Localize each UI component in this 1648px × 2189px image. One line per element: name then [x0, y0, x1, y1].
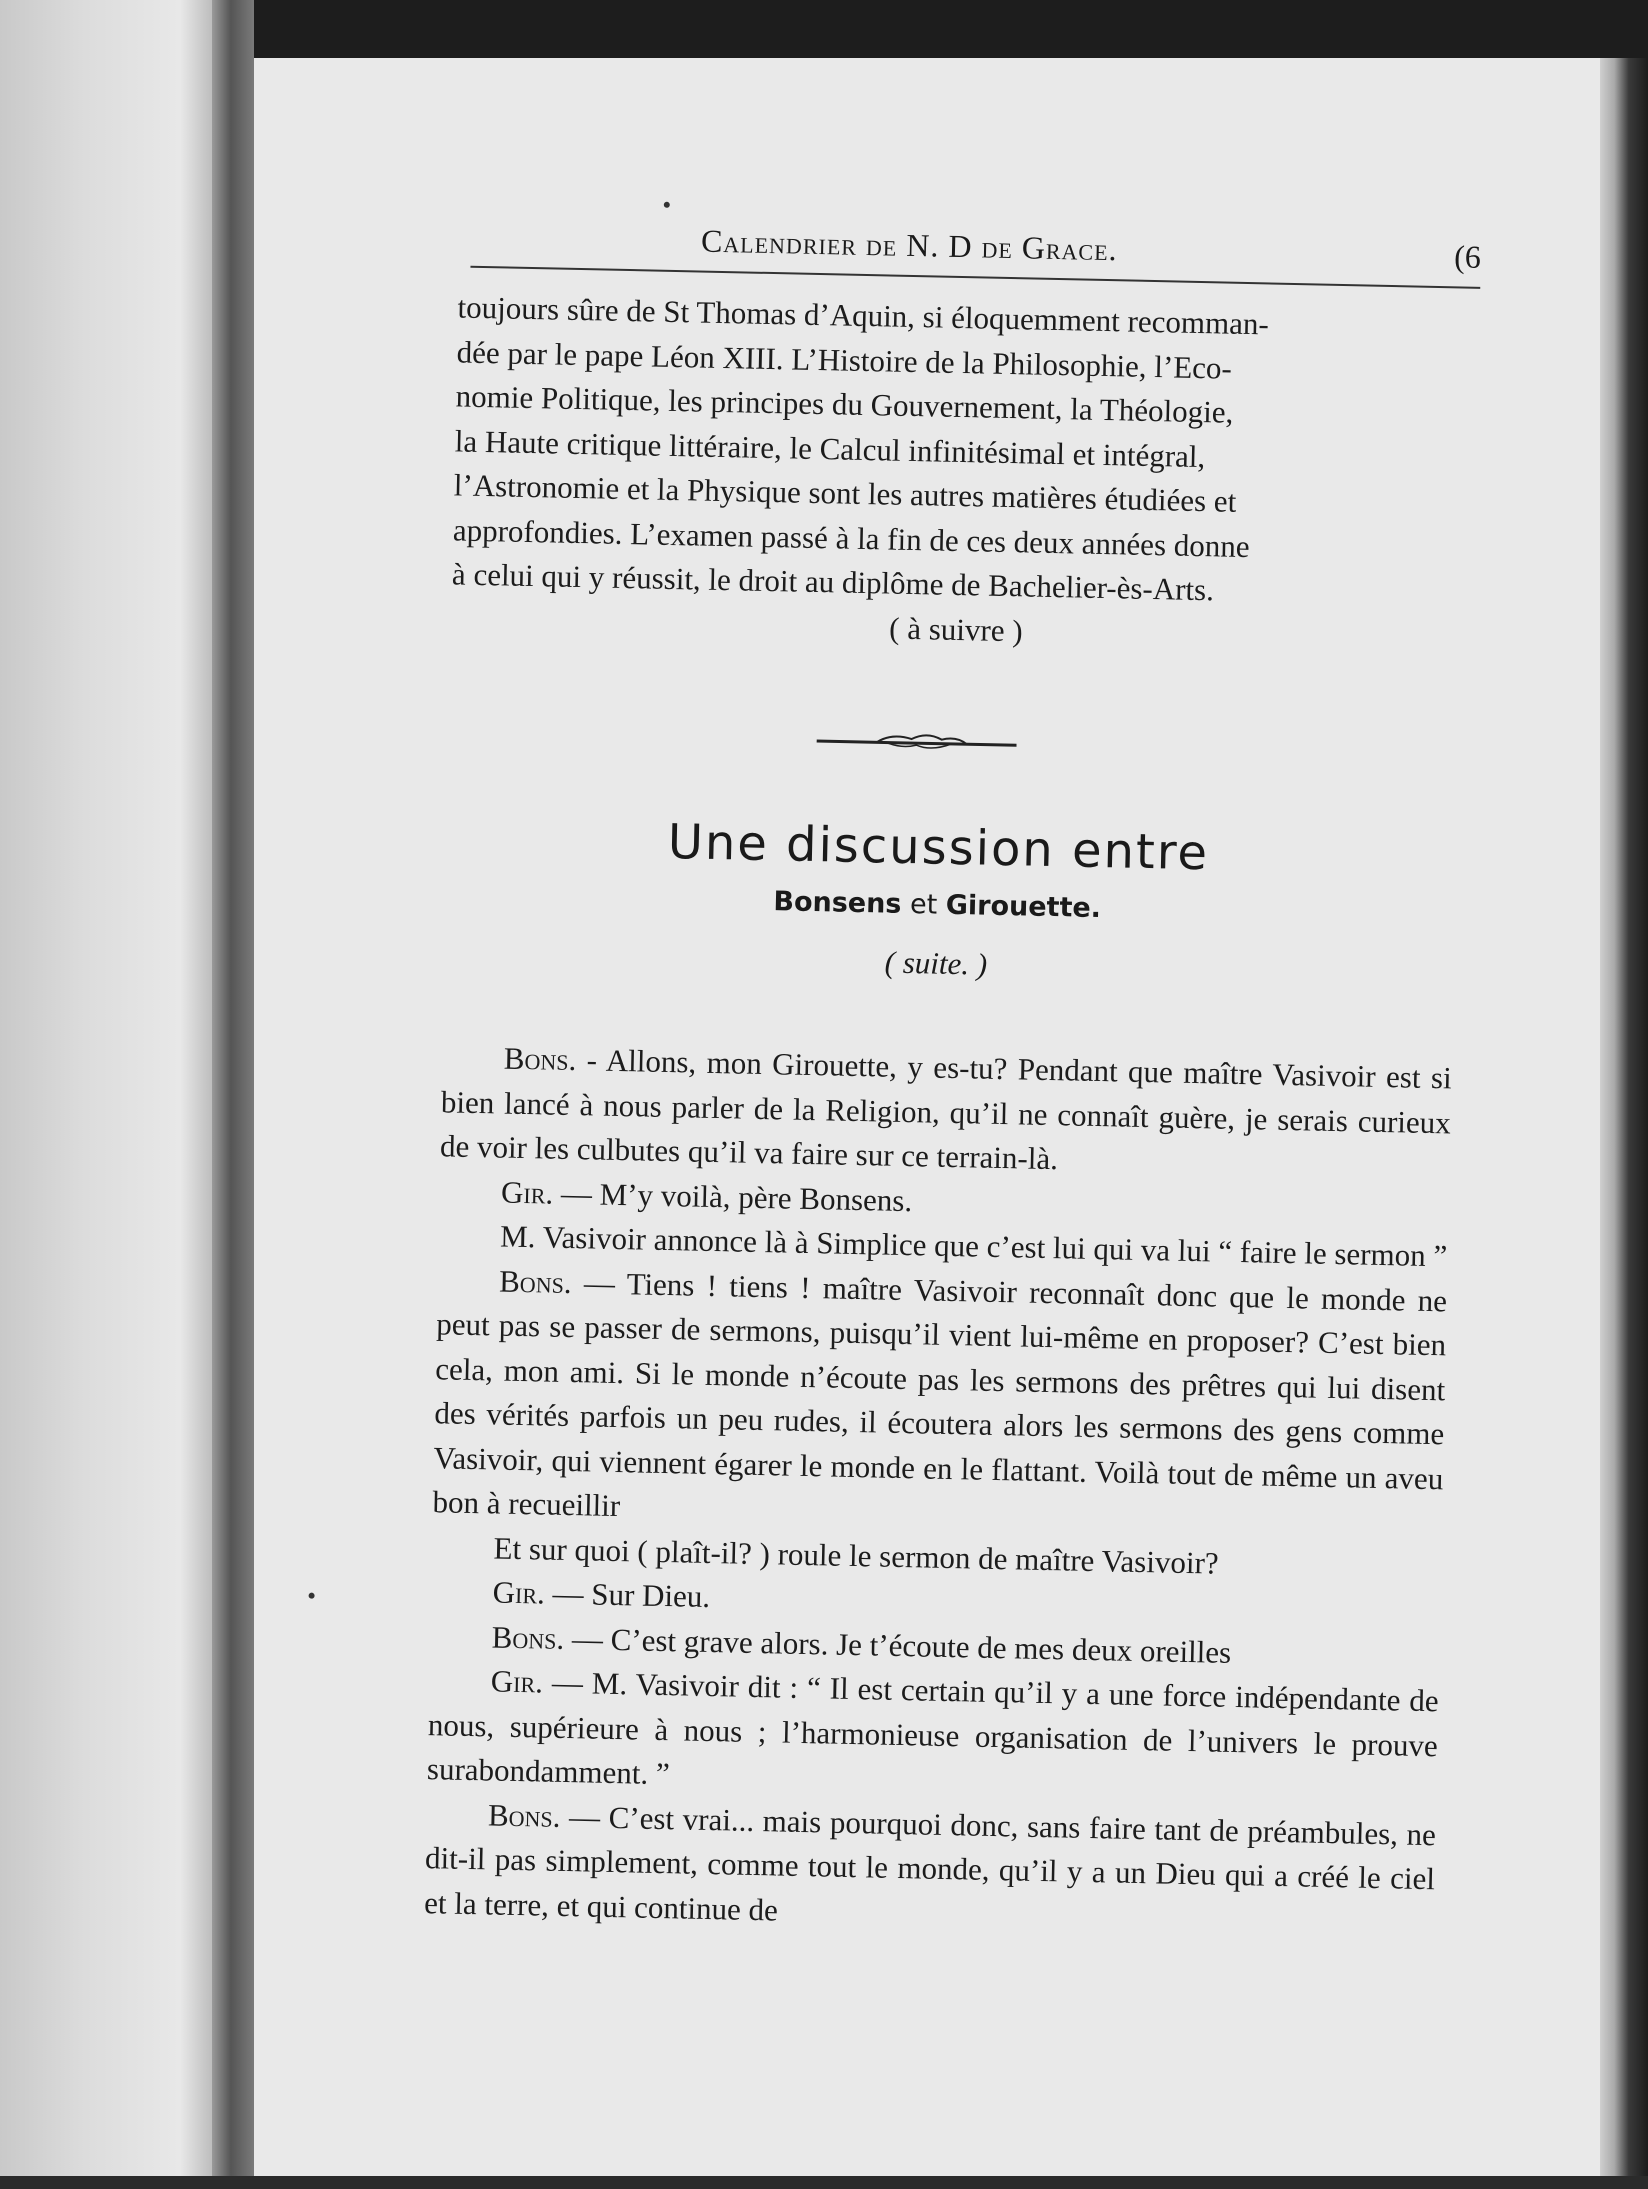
- dialogue-paragraph: Bons. — Tiens ! tiens ! maître Vasivoir reconnaît donc que le monde ne peut pas se passer de sermons, puisqu’il vient lui-même en proposer? C’est bien cela, mon ami. Si le monde n’écoute pas les sermons des prêtres qui lui disent des vérités parfois un peu rudes, il écoutera alors les sermons des gens comme Vasivoir, qui viennent égarer le monde en le flattant. Voilà tout de même un aveu bon à recueillir: [432, 1263, 1448, 1524]
- page-content: [231, 44, 1621, 2189]
- continued-paragraph: [451, 285, 1468, 662]
- subtitle-name-girouette: Girouette.: [945, 889, 1102, 925]
- header-rule: [470, 266, 1480, 289]
- speech: M. Vasivoir annonce là à Simplice que c’est lui qui va lui “ faire le sermon ”: [499, 1218, 1448, 1274]
- speaker: Bons.: [487, 1796, 561, 1834]
- running-head: Calendrier de N. D de Grace.: [700, 222, 1119, 268]
- text-line: approfondies. L’examen passé à la fin de ces deux années donne: [452, 511, 1250, 564]
- facing-page-edge: [0, 0, 212, 2176]
- speck-mark: [309, 1593, 315, 1599]
- text-line: toujours sûre de St Thomas d’Aquin, si éloquemment recomman-: [457, 289, 1270, 342]
- divider-ornament-icon: [816, 727, 1016, 755]
- page-number: (6: [1453, 238, 1482, 275]
- dialogue-paragraph: Bons. - Allons, mon Girouette, y es-tu? Pendant que maître Vasivoir est si bien lancé à nous parler de la Religion, qu’il ne connaît guère, je serais curieux de voir les culbutes qu’il va faire sur ce terrain-là.: [439, 1040, 1453, 1177]
- speaker: Bons.: [503, 1040, 577, 1078]
- text-line: la Haute critique littéraire, le Calcul infinitésimal et intégral,: [454, 422, 1206, 474]
- a-suivre: ( à suivre ): [888, 610, 1024, 648]
- dialogue: [424, 1035, 1452, 1946]
- text-line: à celui qui y réussit, le droit au diplôme de Bachelier-ès-Arts.: [451, 556, 1215, 608]
- dialogue-paragraph: Bons. — C’est grave alors. Je t’écoute de mes deux oreilles: [491, 1618, 1232, 1670]
- speaker: Gir.: [492, 1574, 546, 1611]
- dialogue-paragraph: Gir. — Sur Dieu.: [492, 1574, 711, 1615]
- speech: Et sur quoi ( plaît-il? ) roule le sermon de maître Vasivoir?: [493, 1529, 1219, 1581]
- text-line: dée par le pape Léon XIII. L’Histoire de la Philosophie, l’Eco-: [456, 333, 1233, 386]
- dialogue-paragraph: Gir. — M. Vasivoir dit : “ Il est certain qu’il y a une force indépendante de nous, supérieure à nous ; l’harmonieuse organisation de l’univers le prouve surabondamment. ”: [426, 1663, 1440, 1792]
- subtitle-name-bonsens: Bonsens: [773, 886, 902, 920]
- speaker: Gir.: [500, 1174, 554, 1211]
- text-line: l’Astronomie et la Physique sont les autres matières étudiées et: [453, 467, 1237, 519]
- article-subtitle: [417, 879, 1457, 932]
- speaker: Bons.: [498, 1263, 573, 1300]
- speech: C’est grave alors. Je t’écoute de mes deux oreilles: [610, 1621, 1232, 1670]
- speech: Allons, mon Girouette, y es-tu? Pendant que maître Vasivoir est si bien lancé à nous parler de la Religion, qu’il ne connaît guère, je serais curieux de voir les culbutes qu’il va faire sur ce terrain-là.: [439, 1042, 1453, 1177]
- speaker: Bons.: [491, 1618, 565, 1656]
- speaker: Gir.: [490, 1663, 544, 1700]
- speech: C’est vrai... mais pourquoi donc, sans faire tant de préambules, ne dit-il pas simplement, comme tout le monde, qu’il y a un Dieu qui a créé le ciel et la terre, et qui continue de: [423, 1799, 1437, 1927]
- speech: Sur Dieu.: [590, 1576, 711, 1615]
- speech: Tiens ! tiens ! maître Vasivoir reconnaît donc que le monde ne peut pas se passer de sermons, puisqu’il vient lui-même en proposer? C’est bien cela, mon ami. Si le monde n’écoute pas les sermons des prêtres qui lui disent des vérités parfois un peu rudes, il écoutera alors les sermons des gens comme Vasivoir, qui viennent égarer le monde en le flattant. Voilà tout de même un aveu bon à recueillir: [432, 1265, 1448, 1524]
- page-header: [470, 218, 1481, 299]
- dialogue-paragraph: Bons. — C’est vrai... mais pourquoi donc, sans faire tant de préambules, ne dit-il pas simplement, comme tout le monde, qu’il y a un Dieu qui a créé le ciel et la terre, et qui continue de: [423, 1796, 1437, 1927]
- dialogue-paragraph: Gir. — M’y voilà, père Bonsens.: [500, 1174, 913, 1218]
- speech: M’y voilà, père Bonsens.: [599, 1176, 913, 1218]
- article-title: Une discussion entre: [667, 813, 1210, 882]
- speck-mark: [664, 202, 670, 208]
- book-page: [254, 58, 1600, 2176]
- speech: M. Vasivoir dit : “ Il est certain qu’il y a une force indépendante de nous, supérieure à nous ; l’harmonieuse organisation de l’univers le prouve surabondamment. ”: [426, 1665, 1440, 1792]
- text-line: nomie Politique, les principes du Gouvernement, la Théologie,: [455, 378, 1234, 430]
- subtitle-conjunction: et: [909, 889, 938, 921]
- suite-marker: ( suite. ): [884, 944, 988, 982]
